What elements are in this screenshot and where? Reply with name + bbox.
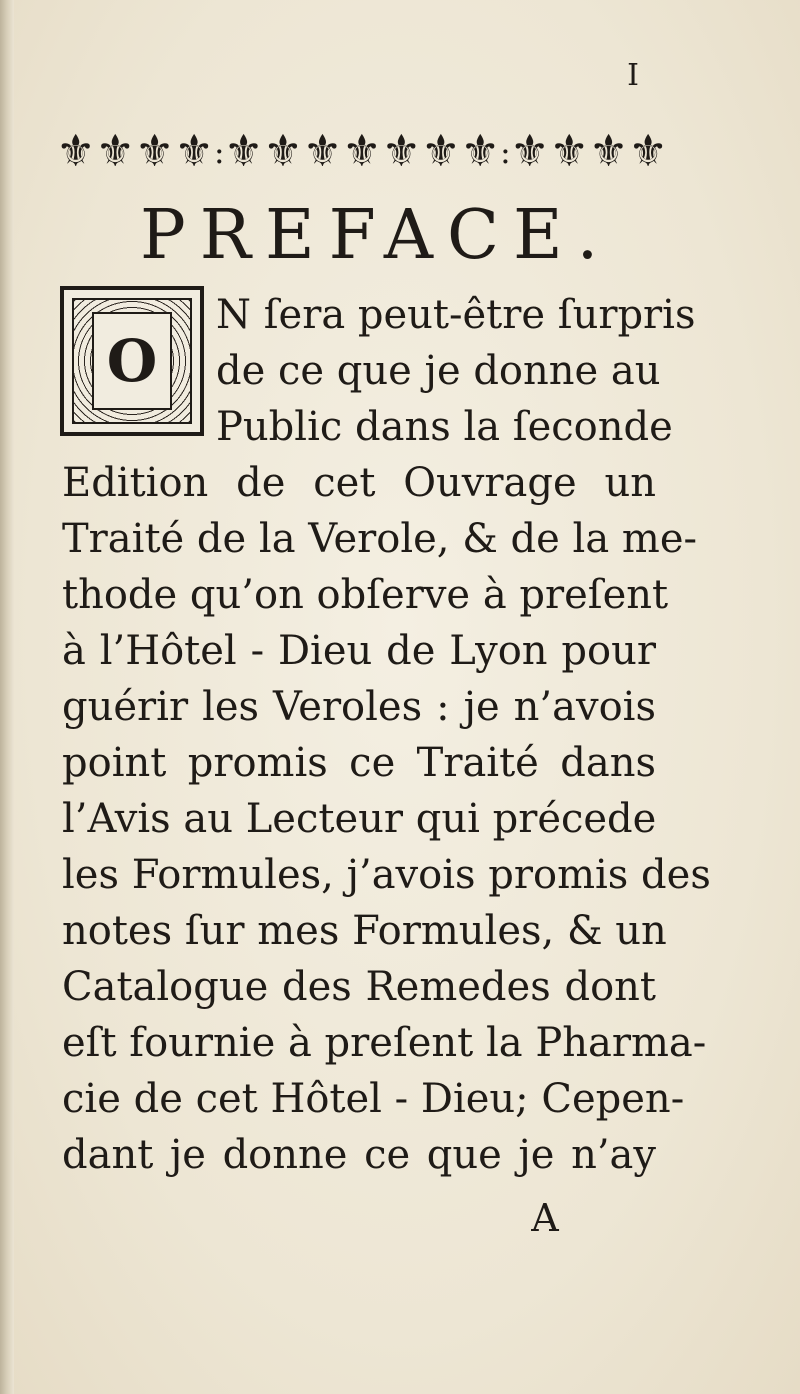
fleur-de-lis-icon: ⚜ xyxy=(134,126,175,177)
ornament-separator: : xyxy=(213,133,225,171)
text-line: Edition de cet Ouvrage un xyxy=(62,460,656,506)
text-line: cie de cet Hôtel - Dieu; Cepen- xyxy=(62,1076,685,1122)
text-line: N ſera peut-être ſurpris xyxy=(216,292,696,338)
text-line: eſt fournie à preſent la Pharma- xyxy=(62,1020,707,1066)
text-line: les Formules, j’avois promis des xyxy=(62,852,711,898)
fleur-de-lis-icon: ⚜ xyxy=(421,126,461,177)
ornament-separator: : xyxy=(499,133,511,171)
text-line: Public dans la ſeconde xyxy=(216,404,673,450)
fleur-de-lis-icon: ⚜ xyxy=(56,126,96,177)
fleur-de-lis-icon: ⚜ xyxy=(588,126,629,177)
fleur-de-lis-icon: ⚜ xyxy=(95,126,135,177)
fleur-de-lis-icon: ⚜ xyxy=(223,126,264,177)
text-line: thode qu’on obſerve à preſent xyxy=(62,572,669,618)
text-line: dant je donne ce que je n’ay xyxy=(62,1132,656,1178)
decorated-initial xyxy=(60,286,204,436)
fleur-de-lis-icon: ⚜ xyxy=(342,126,382,177)
fleur-de-lis-icon: ⚜ xyxy=(381,126,422,177)
text-line: guérir les Veroles : je n’avois xyxy=(62,684,656,730)
fleur-de-lis-icon: ⚜ xyxy=(509,126,550,177)
text-line: de ce que je donne au xyxy=(216,348,661,394)
text-line: notes ſur mes Formules, & un xyxy=(62,908,667,954)
initial-center xyxy=(92,312,172,410)
fleur-de-lis-icon: ⚜ xyxy=(174,126,214,177)
page-title: PREFACE. xyxy=(140,196,613,275)
fleur-de-lis-icon: ⚜ xyxy=(263,126,303,177)
page-number: I xyxy=(627,58,639,93)
text-line: à l’Hôtel - Dieu de Lyon pour xyxy=(62,628,656,674)
text-line: point promis ce Traité dans xyxy=(62,740,656,786)
text-line: Traité de la Verole, & de la me- xyxy=(62,516,698,562)
fleur-de-lis-icon: ⚜ xyxy=(460,126,500,177)
drop-cap-letter: O xyxy=(106,327,158,395)
fleur-de-lis-icon: ⚜ xyxy=(549,126,589,177)
text-line: l’Avis au Lecteur qui précede xyxy=(62,796,657,842)
page-gutter xyxy=(0,0,14,1394)
fleur-de-lis-icon: ⚜ xyxy=(302,126,343,177)
text-line: Catalogue des Remedes dont xyxy=(62,964,656,1010)
fleur-de-lis-icon: ⚜ xyxy=(628,126,668,177)
catchword: A xyxy=(531,1196,559,1240)
fleur-de-lis-ornament-band xyxy=(56,118,668,186)
